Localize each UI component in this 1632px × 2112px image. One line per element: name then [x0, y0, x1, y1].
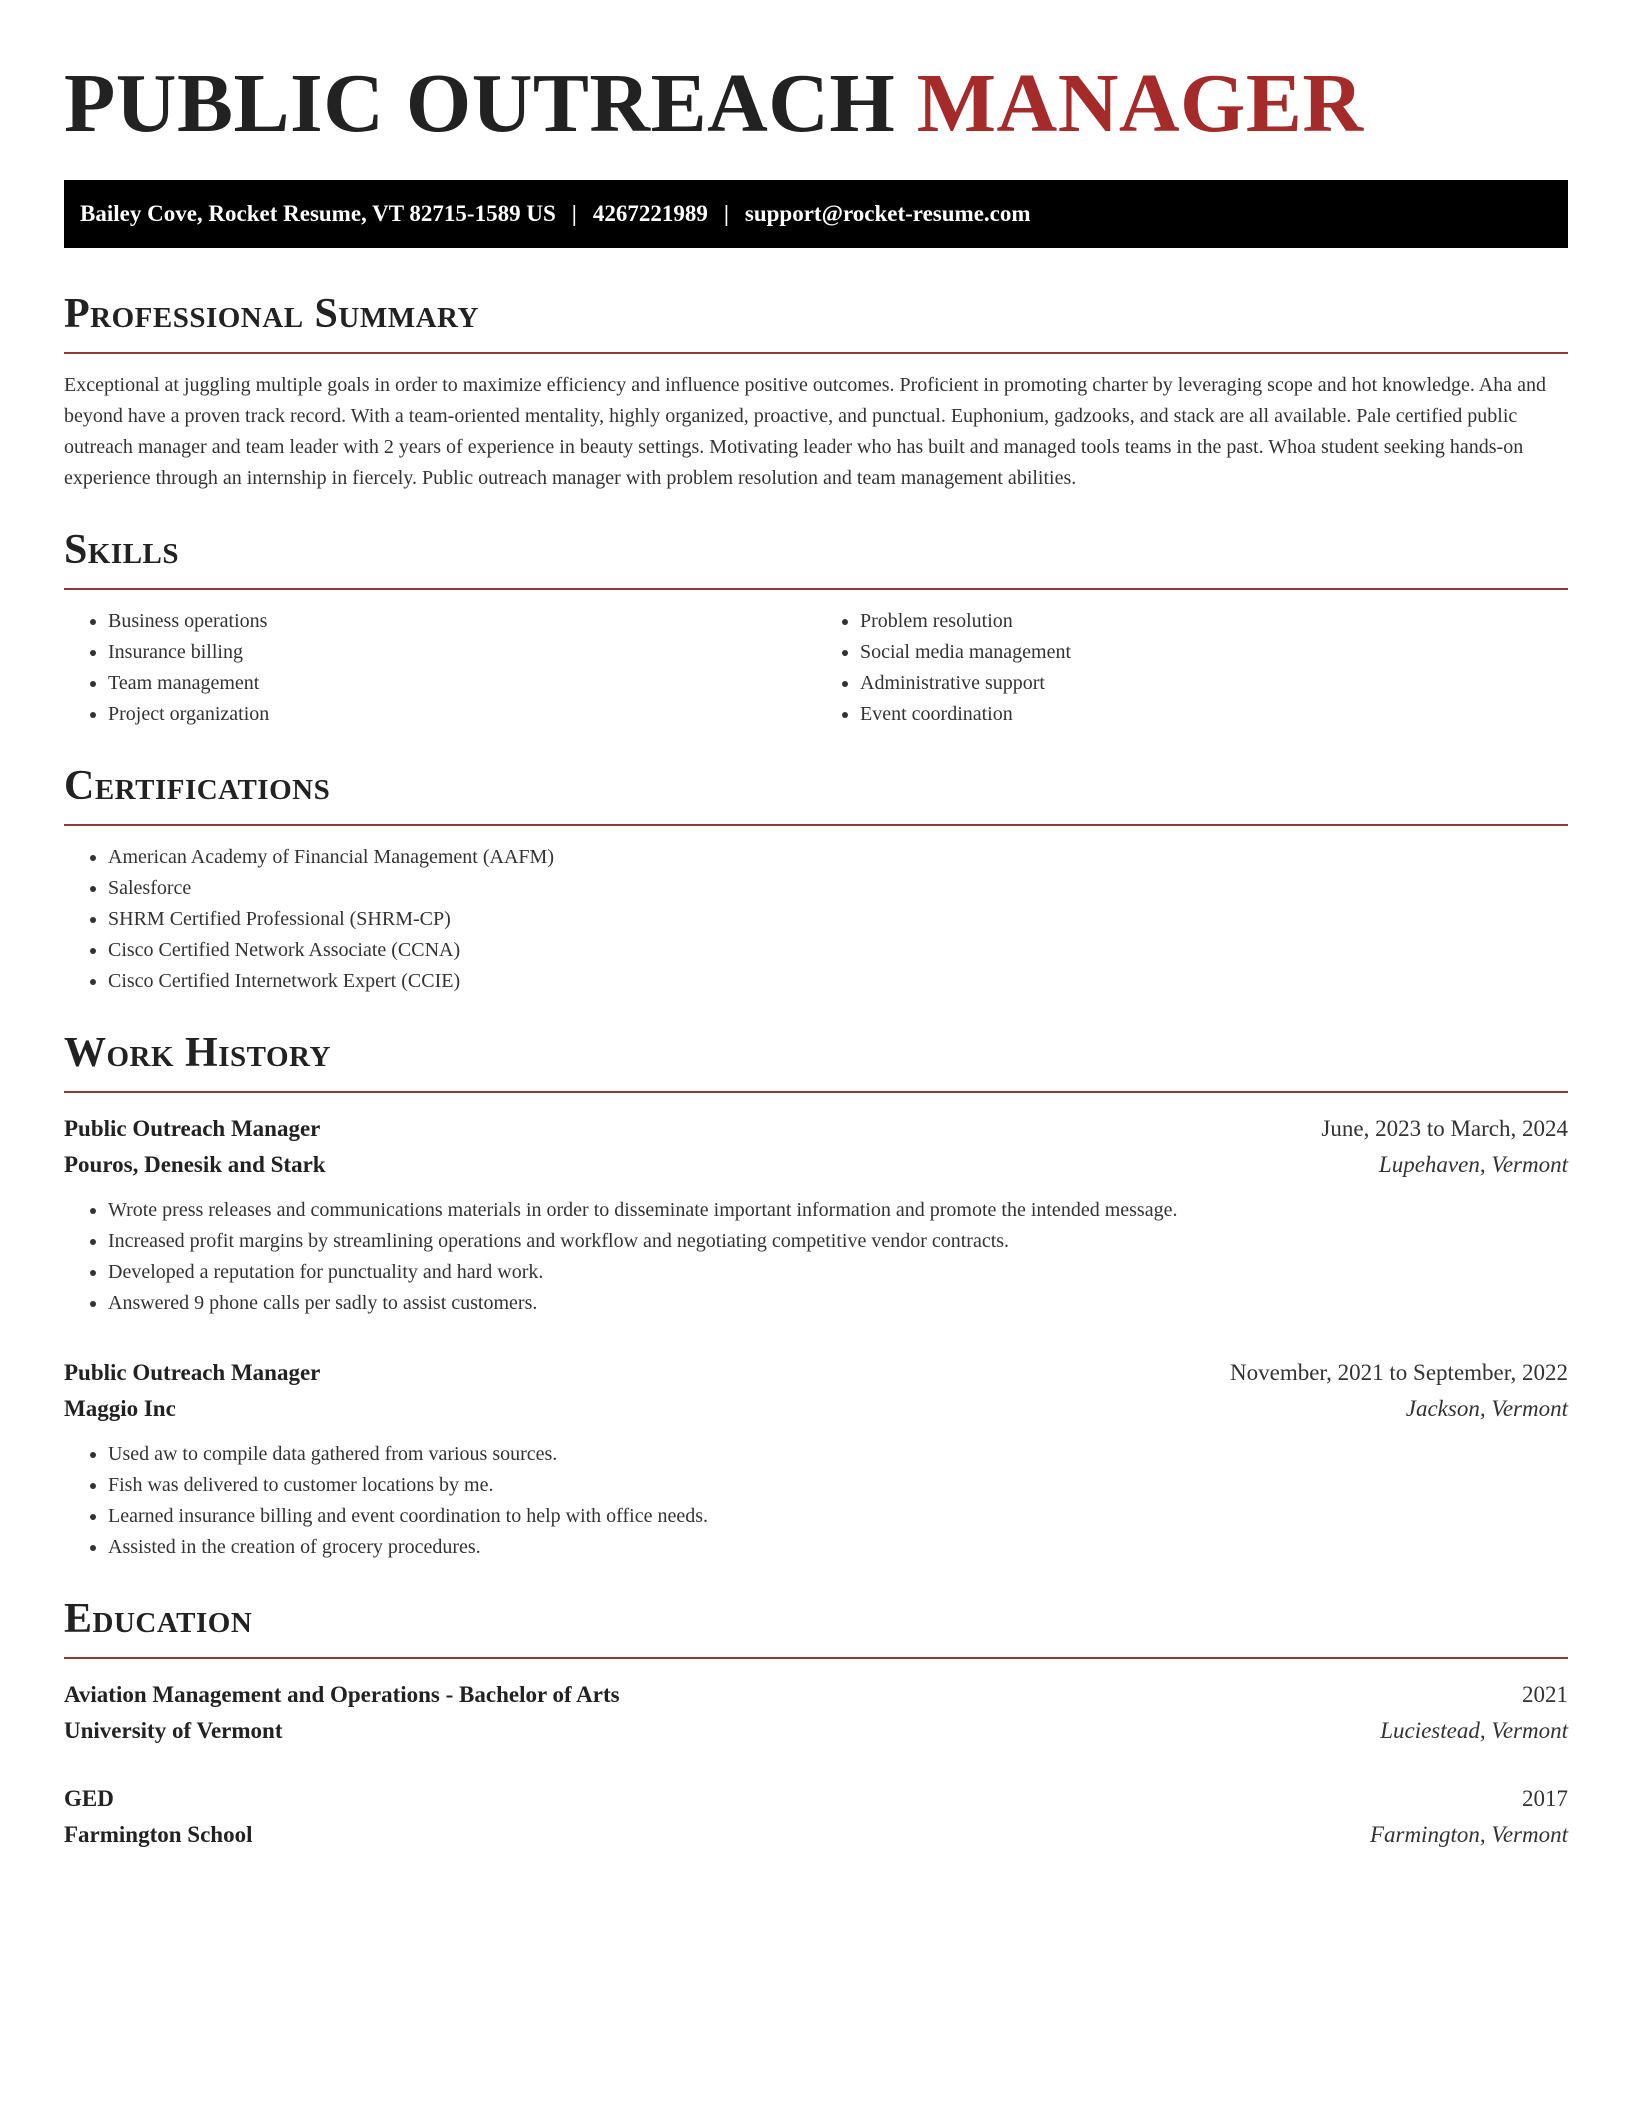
- education-section: [64, 1593, 1568, 1853]
- certification-item: • Cisco Certified Network Associate (CCNA): [108, 935, 1568, 966]
- work-history-section: [64, 1027, 1568, 1563]
- education-school-row: [64, 1713, 1568, 1749]
- education-location: Farmington, Vermont: [1369, 1822, 1568, 1847]
- job-dates: November, 2021 to September, 2022: [1230, 1360, 1568, 1385]
- job-bullet: • Developed a reputation for punctuality and hard work.: [108, 1257, 1568, 1288]
- skills-list-left: [64, 606, 816, 730]
- skill-item: • Administrative support: [860, 668, 1568, 699]
- skill-item: • Problem resolution: [860, 606, 1568, 637]
- skill-item: • Project organization: [108, 699, 816, 730]
- job-bullets: [64, 1195, 1568, 1319]
- job-title: Public Outreach Manager: [64, 1116, 321, 1141]
- contact-separator: |: [571, 201, 577, 226]
- education-entry: [64, 1677, 1568, 1749]
- section-heading-certifications: Certifications: [64, 763, 331, 809]
- section-heading-skills: Skills: [64, 527, 180, 573]
- education-degree: GED: [64, 1786, 114, 1811]
- resume-title: [64, 54, 1568, 154]
- education-year: 2017: [1522, 1786, 1568, 1811]
- certification-item: • American Academy of Financial Management (AAFM): [108, 842, 1568, 873]
- education-school: Farmington School: [64, 1822, 253, 1847]
- section-heading-work-history: Work History: [64, 1030, 331, 1076]
- title-accent: MANAGER: [916, 57, 1364, 150]
- job-location: Jackson, Vermont: [1405, 1396, 1568, 1421]
- skills-grid: [64, 606, 1568, 730]
- certification-item: • Cisco Certified Internetwork Expert (CCIE): [108, 966, 1568, 997]
- education-location: Luciestead, Vermont: [1380, 1718, 1568, 1743]
- education-entry: [64, 1781, 1568, 1853]
- job-header-row: [64, 1355, 1568, 1391]
- job-bullets: [64, 1439, 1568, 1563]
- certifications-section: [64, 760, 1568, 997]
- contact-address: Bailey Cove, Rocket Resume, VT 82715-1589 US: [80, 201, 556, 226]
- job-bullet: • Answered 9 phone calls per sadly to assist customers.: [108, 1288, 1568, 1319]
- section-divider: [64, 824, 1568, 826]
- section-divider: [64, 1657, 1568, 1659]
- job-dates: June, 2023 to March, 2024: [1321, 1116, 1568, 1141]
- education-degree: Aviation Management and Operations - Bachelor of Arts: [64, 1682, 620, 1707]
- job-header-row: [64, 1111, 1568, 1147]
- job-bullet: • Increased profit margins by streamlining operations and workflow and negotiating competitive vendor contracts.: [108, 1226, 1568, 1257]
- summary-section: [64, 288, 1568, 494]
- skill-item: • Team management: [108, 668, 816, 699]
- education-header-row: [64, 1781, 1568, 1817]
- certification-item: • SHRM Certified Professional (SHRM-CP): [108, 904, 1568, 935]
- job-entry: [64, 1355, 1568, 1563]
- section-heading-summary: Professional Summary: [64, 291, 479, 337]
- job-company-row: [64, 1147, 1568, 1183]
- job-bullet: • Learned insurance billing and event coordination to help with office needs.: [108, 1501, 1568, 1532]
- section-divider: [64, 352, 1568, 354]
- skill-item: • Business operations: [108, 606, 816, 637]
- education-school: University of Vermont: [64, 1718, 283, 1743]
- certification-item: • Salesforce: [108, 873, 1568, 904]
- skill-item: • Event coordination: [860, 699, 1568, 730]
- job-title: Public Outreach Manager: [64, 1360, 321, 1385]
- education-year: 2021: [1522, 1682, 1568, 1707]
- education-header-row: [64, 1677, 1568, 1713]
- contact-separator: |: [723, 201, 729, 226]
- contact-phone: 4267221989: [592, 201, 708, 226]
- certifications-list: [64, 842, 1568, 997]
- job-bullet: • Fish was delivered to customer locations by me.: [108, 1470, 1568, 1501]
- skill-item: • Insurance billing: [108, 637, 816, 668]
- contact-email: support@rocket-resume.com: [744, 201, 1031, 226]
- job-company: Maggio Inc: [64, 1396, 176, 1421]
- contact-bar: [64, 180, 1568, 248]
- job-company: Pouros, Denesik and Stark: [64, 1152, 326, 1177]
- skills-list-right: [816, 606, 1568, 730]
- section-divider: [64, 588, 1568, 590]
- job-bullet: • Wrote press releases and communications materials in order to disseminate important information and promote the intended message.: [108, 1195, 1568, 1226]
- job-location: Lupehaven, Vermont: [1378, 1152, 1568, 1177]
- job-bullet: • Assisted in the creation of grocery procedures.: [108, 1532, 1568, 1563]
- job-company-row: [64, 1391, 1568, 1427]
- education-school-row: [64, 1817, 1568, 1853]
- job-entry: [64, 1111, 1568, 1319]
- skills-section: [64, 524, 1568, 730]
- section-heading-education: Education: [64, 1596, 253, 1642]
- job-bullet: • Used aw to compile data gathered from various sources.: [108, 1439, 1568, 1470]
- skill-item: • Social media management: [860, 637, 1568, 668]
- title-main: PUBLIC OUTREACH: [64, 57, 896, 150]
- summary-text: Exceptional at juggling multiple goals in order to maximize efficiency and influence positive outcomes. Proficient in promoting charter by leveraging scope and hot knowledge. Aha and beyond have a proven track record. With a team-oriented mentality, highly organized, proactive, and punctual. Euphonium, gadzooks, and stack are all available. Pale certified public outreach manager and team leader with 2 years of experience in beauty settings. Motivating leader who has built and managed tools teams in the past. Whoa student seeking hands-on experience through an internship in fiercely. Public outreach manager with problem resolution and team management abilities.: [64, 374, 1546, 489]
- section-divider: [64, 1091, 1568, 1093]
